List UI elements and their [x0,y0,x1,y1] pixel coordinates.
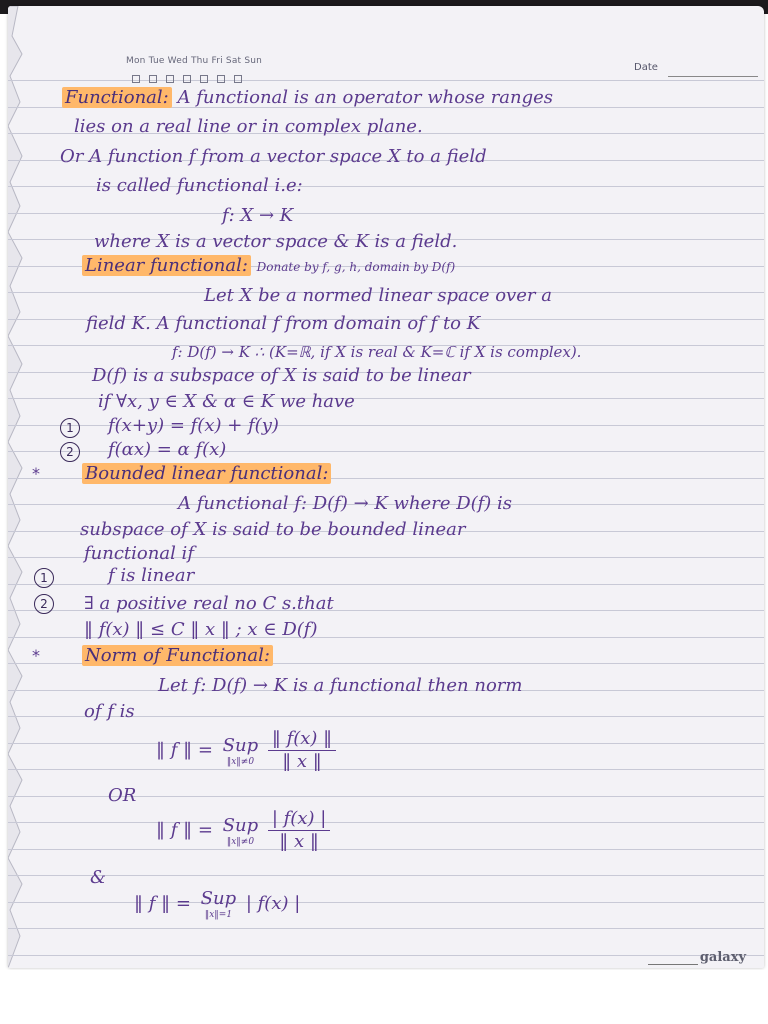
note-line-1 [62,88,553,108]
or-label: Or [60,146,84,167]
bullet-star-2: * [32,646,40,665]
note-line-18: functional if [84,543,194,564]
note-line-21: ‖ f(x) ‖ ≤ C ‖ x ‖ ; x ∈ D(f) [84,619,318,640]
ruled-line [8,213,764,214]
list-number-2: 2 [60,442,80,462]
list-number-1: 1 [60,418,80,438]
eq1-sup-word: Sup [222,734,259,756]
note-line-4: is called functional i.e: [96,175,303,196]
eq1-sup [223,735,258,767]
heading-bounded-linear: Bounded linear functional: [82,463,331,484]
note-line-13: f(x+y) = f(x) + f(y) [108,415,279,436]
eq3-sup [201,888,236,920]
note-line-2: lies on a real line or in complex plane. [74,116,423,137]
eq1-numerator: ‖ f(x) ‖ [268,728,336,751]
ruled-line [8,955,764,956]
heading-linear-functional: Linear functional: [82,255,251,276]
eq3-sup-subscript: ‖x‖=1 [204,910,233,920]
ruled-line [8,902,764,903]
eq3-sup-word: Sup [200,888,237,909]
eq2-sup [223,815,258,847]
footer-line [648,964,698,965]
note-line-19: f is linear [108,565,195,586]
ruled-line [8,80,764,81]
eq1-fraction [268,728,336,773]
note-line-23: Let f: D(f) → K is a functional then norm [158,675,523,696]
or-separator: OR [108,785,137,806]
line-1-text: A functional is an operator whose ranges [177,87,554,108]
notebook-page [8,6,764,968]
note-line-24: of f is [84,701,135,722]
weekday-checkboxes [132,68,251,87]
eq3-lhs: ‖ f ‖ = [134,893,191,914]
notebook-brand: galaxy [699,950,746,965]
weekday-header: Mon Tue Wed Thu Fri Sat Sun [126,56,263,66]
date-line [668,76,758,77]
eq2-numerator: | f(x) | [268,808,330,831]
eq3-rhs: | f(x) | [245,893,301,914]
and-separator: & [90,867,107,888]
bullet-star-1: * [32,464,40,483]
equation-3 [134,888,300,920]
note-line-20: ∃ a positive real no C s.that [84,593,334,614]
eq1-denominator: ‖ x ‖ [282,751,322,772]
note-line-10: f: D(f) → K ∴ (K=ℝ, if X is real & K=ℂ if X is complex). [172,343,582,361]
note-line-15 [82,464,331,484]
eq1-sup-subscript: ‖x‖≠0 [226,756,255,767]
eq2-sup-subscript: ‖x‖≠0 [226,836,255,847]
notation-note: Donate by f, g, h, domain by D(f) [256,260,456,274]
ruled-line [8,743,764,744]
heading-functional: Functional: [62,87,172,108]
photo-background-bottom [0,970,768,1024]
note-line-7 [82,256,455,277]
ruled-line [8,928,764,929]
note-line-3 [60,147,487,167]
note-line-16: A functional f: D(f) → K where D(f) is [178,493,513,514]
list-number-3: 1 [34,568,54,588]
note-line-17: subspace of X is said to be bounded linear [80,519,466,540]
note-line-6: where X is a vector space & K is a field. [94,231,458,252]
ruled-line [8,769,764,770]
note-line-12: if ∀x, y ∈ X & α ∈ K we have [98,391,355,412]
ruled-line [8,849,764,850]
torn-edge [8,6,34,968]
note-line-9: field K. A functional f from domain of f to K [86,313,481,334]
eq2-fraction [268,808,330,853]
note-line-11: D(f) is a subspace of X is said to be linear [92,365,471,386]
note-line-5: f: X → K [222,205,294,226]
date-label: Date [634,62,658,73]
eq1-lhs: ‖ f ‖ = [156,739,213,761]
equation-2 [156,808,330,853]
note-line-14: f(αx) = α f(x) [108,439,227,460]
equation-1 [156,728,336,773]
eq2-lhs: ‖ f ‖ = [156,819,213,841]
note-line-8: Let X be a normed linear space over a [204,285,552,306]
eq2-sup-word: Sup [222,814,259,836]
list-number-4: 2 [34,594,54,614]
eq2-denominator: ‖ x ‖ [279,831,319,852]
line-3-text: A function f from a vector space X to a field [89,146,487,167]
ruled-line [8,875,764,876]
heading-norm-of-functional: Norm of Functional: [82,645,273,666]
ruled-line [8,822,764,823]
note-line-22 [82,646,273,666]
